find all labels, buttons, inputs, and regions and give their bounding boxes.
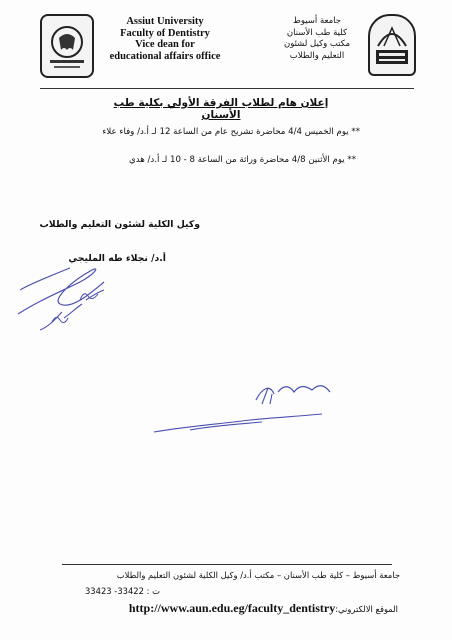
website-label: الموقع الالكتروني: <box>335 604 398 614</box>
footer-address: جامعة أسيوط – كلية طب الأسنان – مكتب أ.د/ وكيل الكلية لشئون التعليم والطلاب <box>116 570 400 580</box>
footer-phone: ت : 33422- 33423 <box>84 586 160 596</box>
website-link[interactable]: http://www.aun.edu.eg/faculty_dentistry <box>128 601 336 615</box>
footer-website-row <box>58 601 398 616</box>
office-title-en: Vice dean for <box>135 39 195 50</box>
office-subtitle-ar: التعليم والطلاب <box>289 50 345 61</box>
office-title-ar: مكتب وكيل لشئون <box>283 39 351 49</box>
office-subtitle-en: educational affairs office <box>109 50 221 62</box>
faculty-name-en: Faculty of Dentistry <box>120 27 210 39</box>
footer-divider <box>62 564 392 565</box>
university-name-ar: جامعة أسيوط <box>292 16 342 26</box>
signer-position: وكيل الكلية لشئون التعليم والطلاب <box>39 219 200 230</box>
faculty-name-ar: كلية طب الأسنان <box>286 27 348 38</box>
announcement-line-2: ** يوم الأثنين 4/8 محاضرة وراثة من الساعة 8 - 10 لـ أ.د/ هدي <box>129 155 356 165</box>
signer-name: أ.د/ نجلاء طه المليجي <box>68 253 166 264</box>
university-name-en: Assiut University <box>126 16 204 27</box>
announcement-line-1: ** يوم الخميس 4/4 محاضرة تشريح عام من الساعة 12 لـ أ.د/ وفاء علاء <box>102 127 360 137</box>
announcement-title: إعلان هام لطلاب الفرقة الأولي بكلية طب الأسنان <box>113 97 329 121</box>
